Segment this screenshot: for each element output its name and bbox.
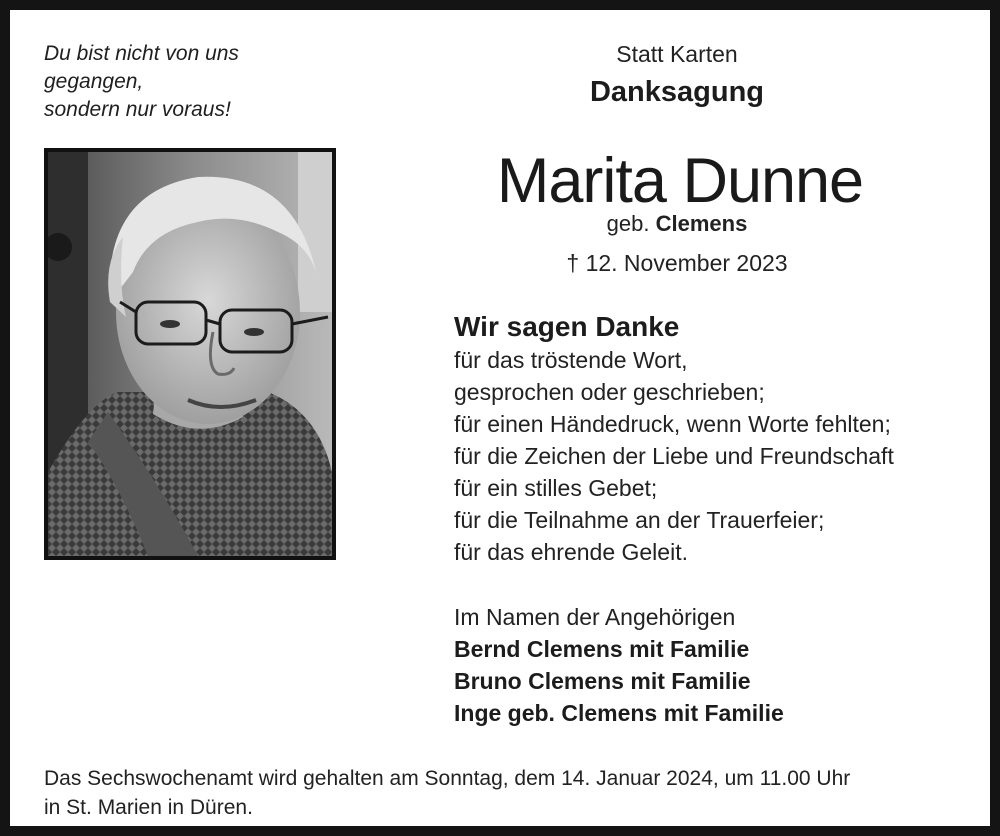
service-notice-line: in St. Marien in Düren.: [44, 796, 253, 819]
thanks-heading: Wir sagen Danke: [454, 311, 680, 342]
portrait-illustration: [48, 152, 332, 556]
family-section: [454, 601, 994, 729]
deceased-name: Marita Dunne: [496, 146, 864, 216]
portrait-photo: [44, 148, 336, 560]
family-intro: Im Namen der Angehörigen: [454, 604, 736, 630]
memorial-quote: [44, 40, 344, 124]
pre-title: Statt Karten: [616, 41, 738, 67]
thanks-line: für ein stilles Gebet;: [454, 475, 658, 501]
thanks-line: für das ehrende Geleit.: [454, 539, 688, 565]
service-notice-line: Das Sechswochenamt wird gehalten am Sonntag, dem 14. Januar 2024, um 11.00 Uhr: [44, 767, 851, 790]
service-notice: [44, 764, 984, 822]
thanks-section: [454, 310, 994, 568]
thanks-line: für das tröstende Wort,: [454, 347, 688, 373]
thanks-line: gesprochen oder geschrieben;: [454, 379, 765, 405]
birth-name: Clemens: [655, 211, 748, 236]
family-member: Bruno Clemens mit Familie: [454, 668, 751, 694]
birth-prefix: geb.: [606, 211, 650, 236]
birth-name-line: [477, 211, 877, 237]
thanks-line: für die Zeichen der Liebe und Freundschaft: [454, 443, 894, 469]
death-date: † 12. November 2023: [566, 250, 788, 276]
quote-line: sondern nur voraus!: [44, 98, 231, 121]
quote-line: gegangen,: [44, 70, 144, 93]
family-member: Bernd Clemens mit Familie: [454, 636, 750, 662]
family-member: Inge geb. Clemens mit Familie: [454, 700, 784, 726]
thanks-line: für einen Händedruck, wenn Worte fehlten;: [454, 411, 891, 437]
quote-line: Du bist nicht von uns: [44, 42, 239, 65]
thanks-line: für die Teilnahme an der Trauerfeier;: [454, 507, 825, 533]
notice-title: Danksagung: [589, 76, 765, 108]
